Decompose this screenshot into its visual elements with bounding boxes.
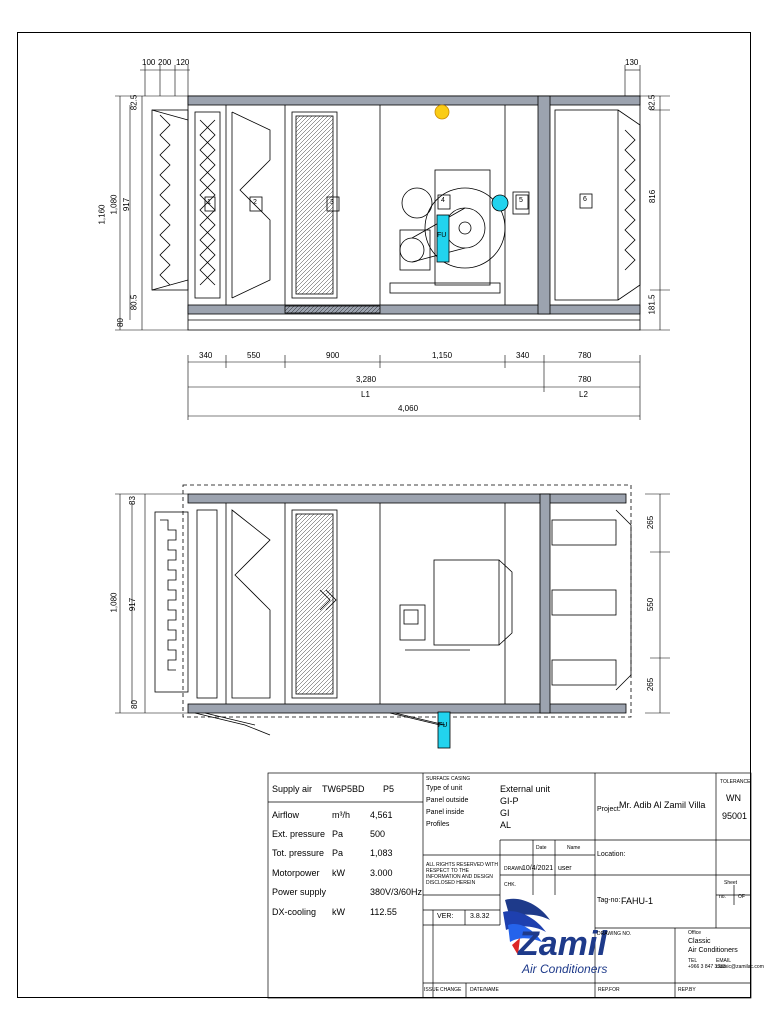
sheet-no: no.: [719, 894, 726, 900]
office-value-1: Classic: [688, 938, 711, 945]
surface-label-1: Panel outside: [426, 797, 469, 804]
spec-value-5: 380V/3/60Hz: [370, 887, 423, 897]
tagno-value: FAHU-1: [621, 896, 654, 906]
section-num-1: 1: [207, 199, 211, 206]
inlet-hood: [152, 110, 188, 290]
top-dim-100: 100: [142, 58, 156, 67]
section-num-2: 2: [253, 199, 257, 206]
spec-label-5: Power supply: [272, 887, 327, 897]
surface-label-3: Profiles: [426, 821, 450, 828]
spec-unit-2: Pa: [332, 829, 344, 839]
light-fixture: [435, 105, 449, 119]
surface-value-1: GI-P: [500, 796, 519, 806]
spec-value-3: 1,083: [370, 848, 393, 858]
side-left-dim-83: 83: [127, 496, 137, 505]
fan-base: [390, 283, 500, 293]
change-label: CHANGE: [440, 987, 462, 993]
spec-value-2: 500: [370, 829, 386, 839]
spec-unit-6: kW: [332, 907, 345, 917]
spec-value-0: P5: [383, 784, 395, 794]
dim-340-b: 340: [516, 351, 530, 360]
tolerance-label: TOLERANCE: [720, 779, 751, 785]
datename-label: DATE/NAME: [470, 987, 499, 993]
chk-label: CHK.: [504, 882, 516, 888]
top-dimension-lines: [115, 65, 670, 420]
spec-label-1: Airflow: [272, 810, 300, 820]
spec-label-3: Tot. pressure: [272, 848, 325, 858]
dim-900: 900: [326, 351, 340, 360]
surface-label-2: Panel inside: [426, 809, 465, 816]
tel-label: TEL: [688, 958, 698, 964]
flex-conn: [492, 195, 508, 211]
bottom-rail: [188, 305, 640, 314]
label-l2: L2: [579, 390, 588, 399]
logo-subtitle: Air Conditioners: [522, 962, 608, 976]
side-right-dim-265-a: 265: [646, 515, 656, 530]
left-dim-1080: 1,080: [109, 194, 119, 215]
sheet-label: Sheet: [724, 880, 738, 886]
right-dim-816: 816: [648, 189, 658, 204]
surface-value-0: External unit: [500, 784, 551, 794]
left-dim-80-5: 80.5: [129, 294, 139, 311]
spec-label-2: Ext. pressure: [272, 829, 326, 839]
drawn-date: 10/4/2021: [522, 865, 554, 872]
tel-value: +966 3 847 3333: [688, 964, 726, 970]
spec-label-0: Supply air: [272, 784, 313, 794]
drawing-no-label: DRAWING NO.: [597, 931, 632, 937]
left-dim-917: 917: [122, 197, 132, 212]
side-left-dim-917: 917: [128, 597, 138, 612]
section-num-3: 3: [330, 199, 334, 206]
spec-unit-0: TW6P5BD: [322, 784, 365, 794]
section-num-5: 5: [519, 197, 523, 204]
right-dim-181-5: 181.5: [647, 294, 657, 315]
repby-label: REP.BY: [678, 987, 696, 993]
left-dim-1160: 1,160: [97, 204, 107, 225]
fu-box-side: [438, 712, 450, 748]
logo-word: Zamil: [518, 925, 607, 963]
side-left-dim-80: 80: [129, 700, 139, 709]
office-value-2: Air Conditioners: [688, 947, 738, 954]
top-dim-130: 130: [625, 58, 639, 67]
dim-4060: 4,060: [398, 404, 419, 413]
project-label: Project:: [597, 806, 621, 813]
side-view: [155, 485, 631, 748]
spec-unit-4: kW: [332, 868, 345, 878]
section-divider: [538, 96, 550, 314]
issue-label: ISSUE: [424, 987, 440, 993]
dim-550: 550: [247, 351, 261, 360]
dim-3280: 3,280: [356, 375, 377, 384]
spec-label-4: Motorpower: [272, 868, 320, 878]
location-label: Location:: [597, 851, 626, 858]
rights-text: ALL RIGHTS RESERVED WITH RESPECT TO THE INFORMATION AND DESIGN DISCLOSED HEREIN: [426, 862, 498, 886]
repfor-label: REP.FOR: [598, 987, 620, 993]
tagno-label: Tag-no:: [597, 897, 621, 904]
fu-label-side: FU: [438, 722, 448, 729]
top-dim-200: 200: [158, 58, 172, 67]
email-value: classic@zamilac.com: [716, 964, 764, 970]
bag-filter: [232, 112, 270, 298]
sheet-of: OF: [738, 894, 745, 900]
side-left-dim-1080: 1,080: [109, 592, 119, 613]
spec-label-6: DX-cooling: [272, 907, 317, 917]
side-right-dim-550: 550: [646, 597, 656, 612]
ver-value: 3.8.32: [470, 913, 490, 920]
top-casing-outer: [188, 96, 640, 330]
top-rail: [188, 96, 640, 105]
section-num-6: 6: [583, 196, 587, 203]
spec-value-1: 4,561: [370, 810, 393, 820]
left-dim-80: 80: [115, 318, 125, 327]
dim-340-a: 340: [199, 351, 213, 360]
discharge-plenum: [555, 110, 618, 300]
drawn-label: DRAWN: [504, 866, 523, 872]
surface-value-3: AL: [500, 820, 512, 830]
section-num-4: 4: [441, 197, 445, 204]
ver-label: VER:: [437, 913, 454, 920]
side-right-dim-265-b: 265: [646, 677, 656, 692]
drawn-name: user: [558, 865, 572, 872]
tolerance-value-1: WN: [726, 793, 741, 803]
side-dimension-lines: [115, 494, 670, 713]
office-label: Office: [688, 930, 701, 936]
surface-label-0: Type of unit: [426, 785, 463, 792]
dim-780-b: 780: [578, 375, 592, 384]
project-value: Mr. Adib Al Zamil Villa: [619, 800, 706, 810]
fu-label-top: FU: [437, 232, 447, 239]
spec-unit-1: m³/h: [332, 810, 350, 820]
spec-value-4: 3.000: [370, 868, 393, 878]
left-dim-82-5: 82.5: [129, 94, 139, 111]
top-dim-120: 120: [176, 58, 190, 67]
right-dim-82-5: 82.5: [647, 94, 657, 111]
dim-1150: 1,150: [432, 351, 453, 360]
date-header: Date: [536, 845, 547, 851]
tolerance-value-2: 95001: [722, 811, 748, 821]
surface-header: SURFACE CASING: [426, 776, 471, 782]
label-l1: L1: [361, 390, 370, 399]
email-label: EMAIL: [716, 958, 732, 964]
name-header: Name: [567, 845, 581, 851]
surface-value-2: GI: [500, 808, 510, 818]
spec-value-6: 112.55: [370, 907, 397, 917]
spec-unit-3: Pa: [332, 848, 344, 858]
dim-780-a: 780: [578, 351, 592, 360]
top-view: [152, 96, 640, 330]
